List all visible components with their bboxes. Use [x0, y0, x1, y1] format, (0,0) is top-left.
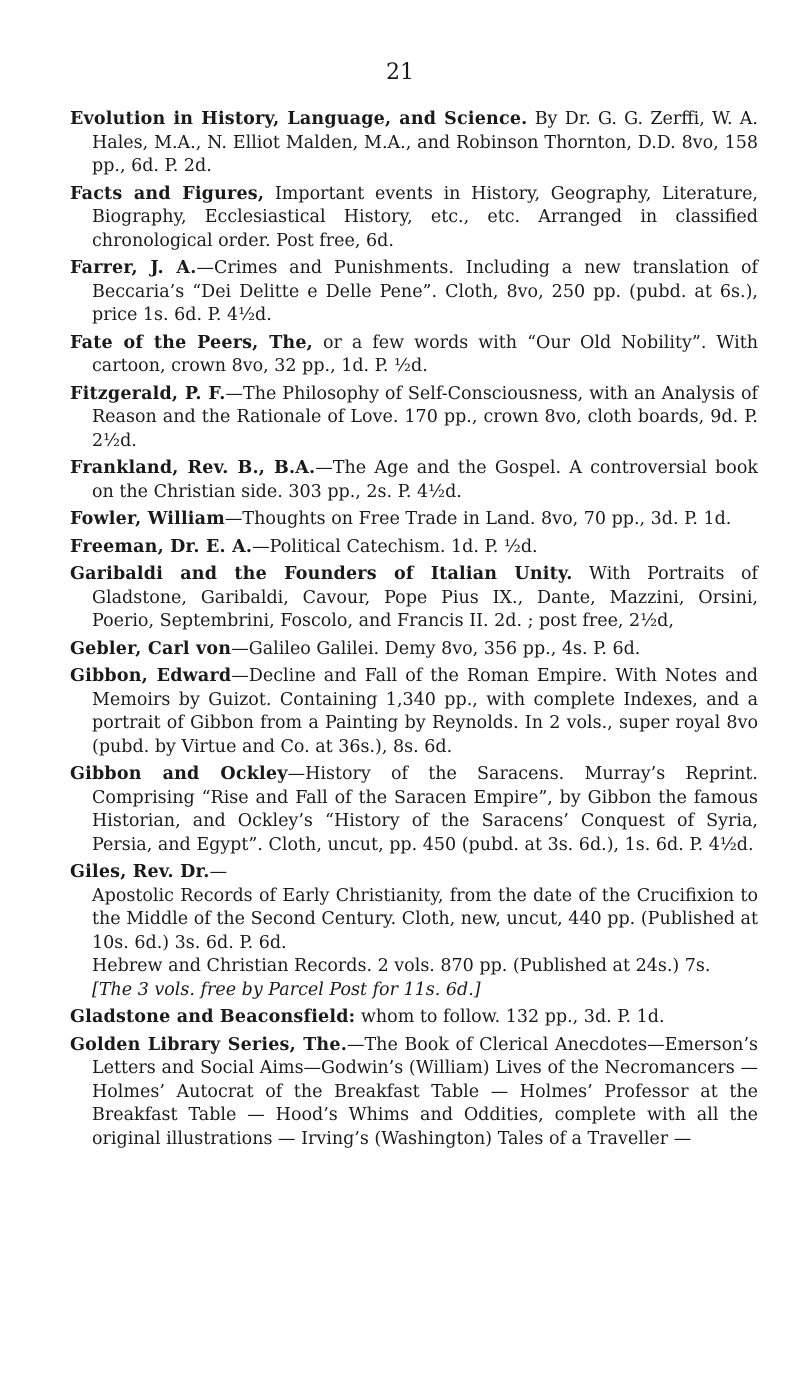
entry-note: [The 3 vols. free by Parcel Post for 11s. 6d.]: [92, 979, 481, 1000]
entry-text: With Portraits of Gladstone, Garibaldi, Cavour, Pope Pius IX., Dante, Mazzini, Orsini, Poerio, Septembrini, Foscolo, and Francis II. 2d. ; post free, 2½d,: [92, 564, 758, 631]
entry-text: —: [209, 862, 228, 882]
entry-heading: Garibaldi and the Founders of Italian Unity.: [70, 564, 573, 584]
catalog-entry: [70, 536, 758, 560]
entry-text: —Thoughts on Free Trade in Land. 8vo, 70 pp., 3d. P. 1d.: [224, 509, 732, 529]
entry-text: —Crimes and Punishments. Including a new translation of Beccaria’s “Dei Delitte e Delle Pene”. Cloth, 8vo, 250 pp. (pubd. at 6s.), price 1s. 6d. P. 4½d.: [92, 258, 758, 325]
catalog-entry: [70, 108, 758, 179]
entry-subitem: Apostolic Records of Early Christianity, from the date of the Crucifixion to the Middle of the Second Century. Cloth, new, uncut, 440 pp. (Published at 10s. 6d.) 3s. 6d. P. 6d.: [92, 885, 758, 953]
catalog-entry: [70, 1034, 758, 1152]
entry-heading: Fitzgerald, P. F.: [70, 383, 226, 404]
entry-heading: Golden Library Series, The.: [70, 1034, 347, 1055]
catalog-entry: [70, 383, 758, 454]
entry-text: —The Book of Clerical Anecdotes—Emerson’s Letters and Social Aims—Godwin’s (William) Lives of the Necromancers — Holmes’ Autocrat of the Breakfast Table — Holmes’ Professor at the Breakfast Table — Hood’s Whims and Oddities, complete with all the original illustrations — Irving’s (Washington) Tales of a Traveller —: [92, 1034, 758, 1149]
entry-heading: Farrer, J. A.: [70, 258, 197, 278]
entry-text: By Dr. G. G. Zerffi, W. A. Hales, M.A., N. Elliot Malden, M.A., and Robinson Thornton, D.D. 8vo, 158 pp., 6d. P. 2d.: [92, 109, 758, 176]
catalog-entry: [70, 763, 758, 857]
catalog-entry: [70, 665, 758, 759]
entry-heading: Facts and Figures,: [70, 183, 265, 204]
page-number: 21: [386, 60, 414, 85]
catalog-entry: [70, 332, 758, 379]
entry-text: whom to follow. 132 pp., 3d. P. 1d.: [355, 1007, 665, 1027]
catalog-entry: [70, 508, 758, 532]
entry-heading: Gladstone and Beaconsfield:: [70, 1007, 356, 1027]
catalog-entry: [70, 457, 758, 504]
entry-text: —Political Catechism. 1d. P. ½d.: [252, 536, 538, 557]
entry-text: Important events in History, Geography, Literature, Biography, Ecclesiastical History, etc., etc. Arranged in classified chronological order. Post free, 6d.: [92, 183, 758, 251]
entry-heading: Fate of the Peers, The,: [70, 332, 313, 353]
entry-text: —Decline and Fall of the Roman Empire. With Notes and Memoirs by Guizot. Containing 1,340 pp., with complete Indexes, and a portrait of Gibbon from a Painting by Reynolds. In 2 vols., super royal 8vo (pubd. by Virtue and Co. at 36s.), 8s. 6d.: [92, 666, 758, 757]
catalog-entry: [70, 257, 758, 328]
catalog-entry: [70, 638, 758, 662]
entry-text: —The Age and the Gospel. A controversial book on the Christian side. 303 pp., 2s. P. 4½d.: [92, 458, 758, 502]
entry-text: —The Philosophy of Self-Consciousness, with an Analysis of Reason and the Rationale of Love. 170 pp., crown 8vo, cloth boards, 9d. P. 2½d.: [92, 383, 759, 451]
entry-subitem: Hebrew and Christian Records. 2 vols. 870 pp. (Published at 24s.) 7s.: [92, 956, 711, 976]
catalog-list: [70, 108, 758, 1155]
entry-text: —History of the Saracens. Murray’s Reprint. Comprising “Rise and Fall of the Saracen Empire”, by Gibbon the famous Historian, and Ockley’s “History of the Saracens’ Conquest of Syria, Persia, and Egypt”. Cloth, uncut, pp. 450 (pubd. at 3s. 6d.), 1s. 6d. P. 4½d.: [92, 764, 758, 855]
catalog-entry: [70, 1006, 758, 1030]
entry-heading: Frankland, Rev. B., B.A.: [70, 458, 316, 478]
entry-heading: Gebler, Carl von: [70, 638, 232, 659]
entry-heading: Freeman, Dr. E. A.: [70, 536, 253, 557]
entry-heading: Evolution in History, Language, and Science.: [70, 109, 528, 129]
entry-text: —Galileo Galilei. Demy 8vo, 356 pp., 4s. P. 6d.: [231, 638, 641, 659]
entry-heading: Giles, Rev. Dr.: [70, 862, 210, 882]
entry-heading: Fowler, William: [70, 509, 225, 529]
catalog-entry: [70, 183, 758, 254]
entry-heading: Gibbon, Edward: [70, 666, 232, 686]
entry-text: or a few words with “Our Old Nobility”. With cartoon, crown 8vo, 32 pp., 1d. P. ½d.: [92, 332, 758, 376]
catalog-entry: [70, 563, 758, 634]
catalog-entry: [70, 861, 758, 1002]
entry-heading: Gibbon and Ockley: [70, 764, 288, 784]
